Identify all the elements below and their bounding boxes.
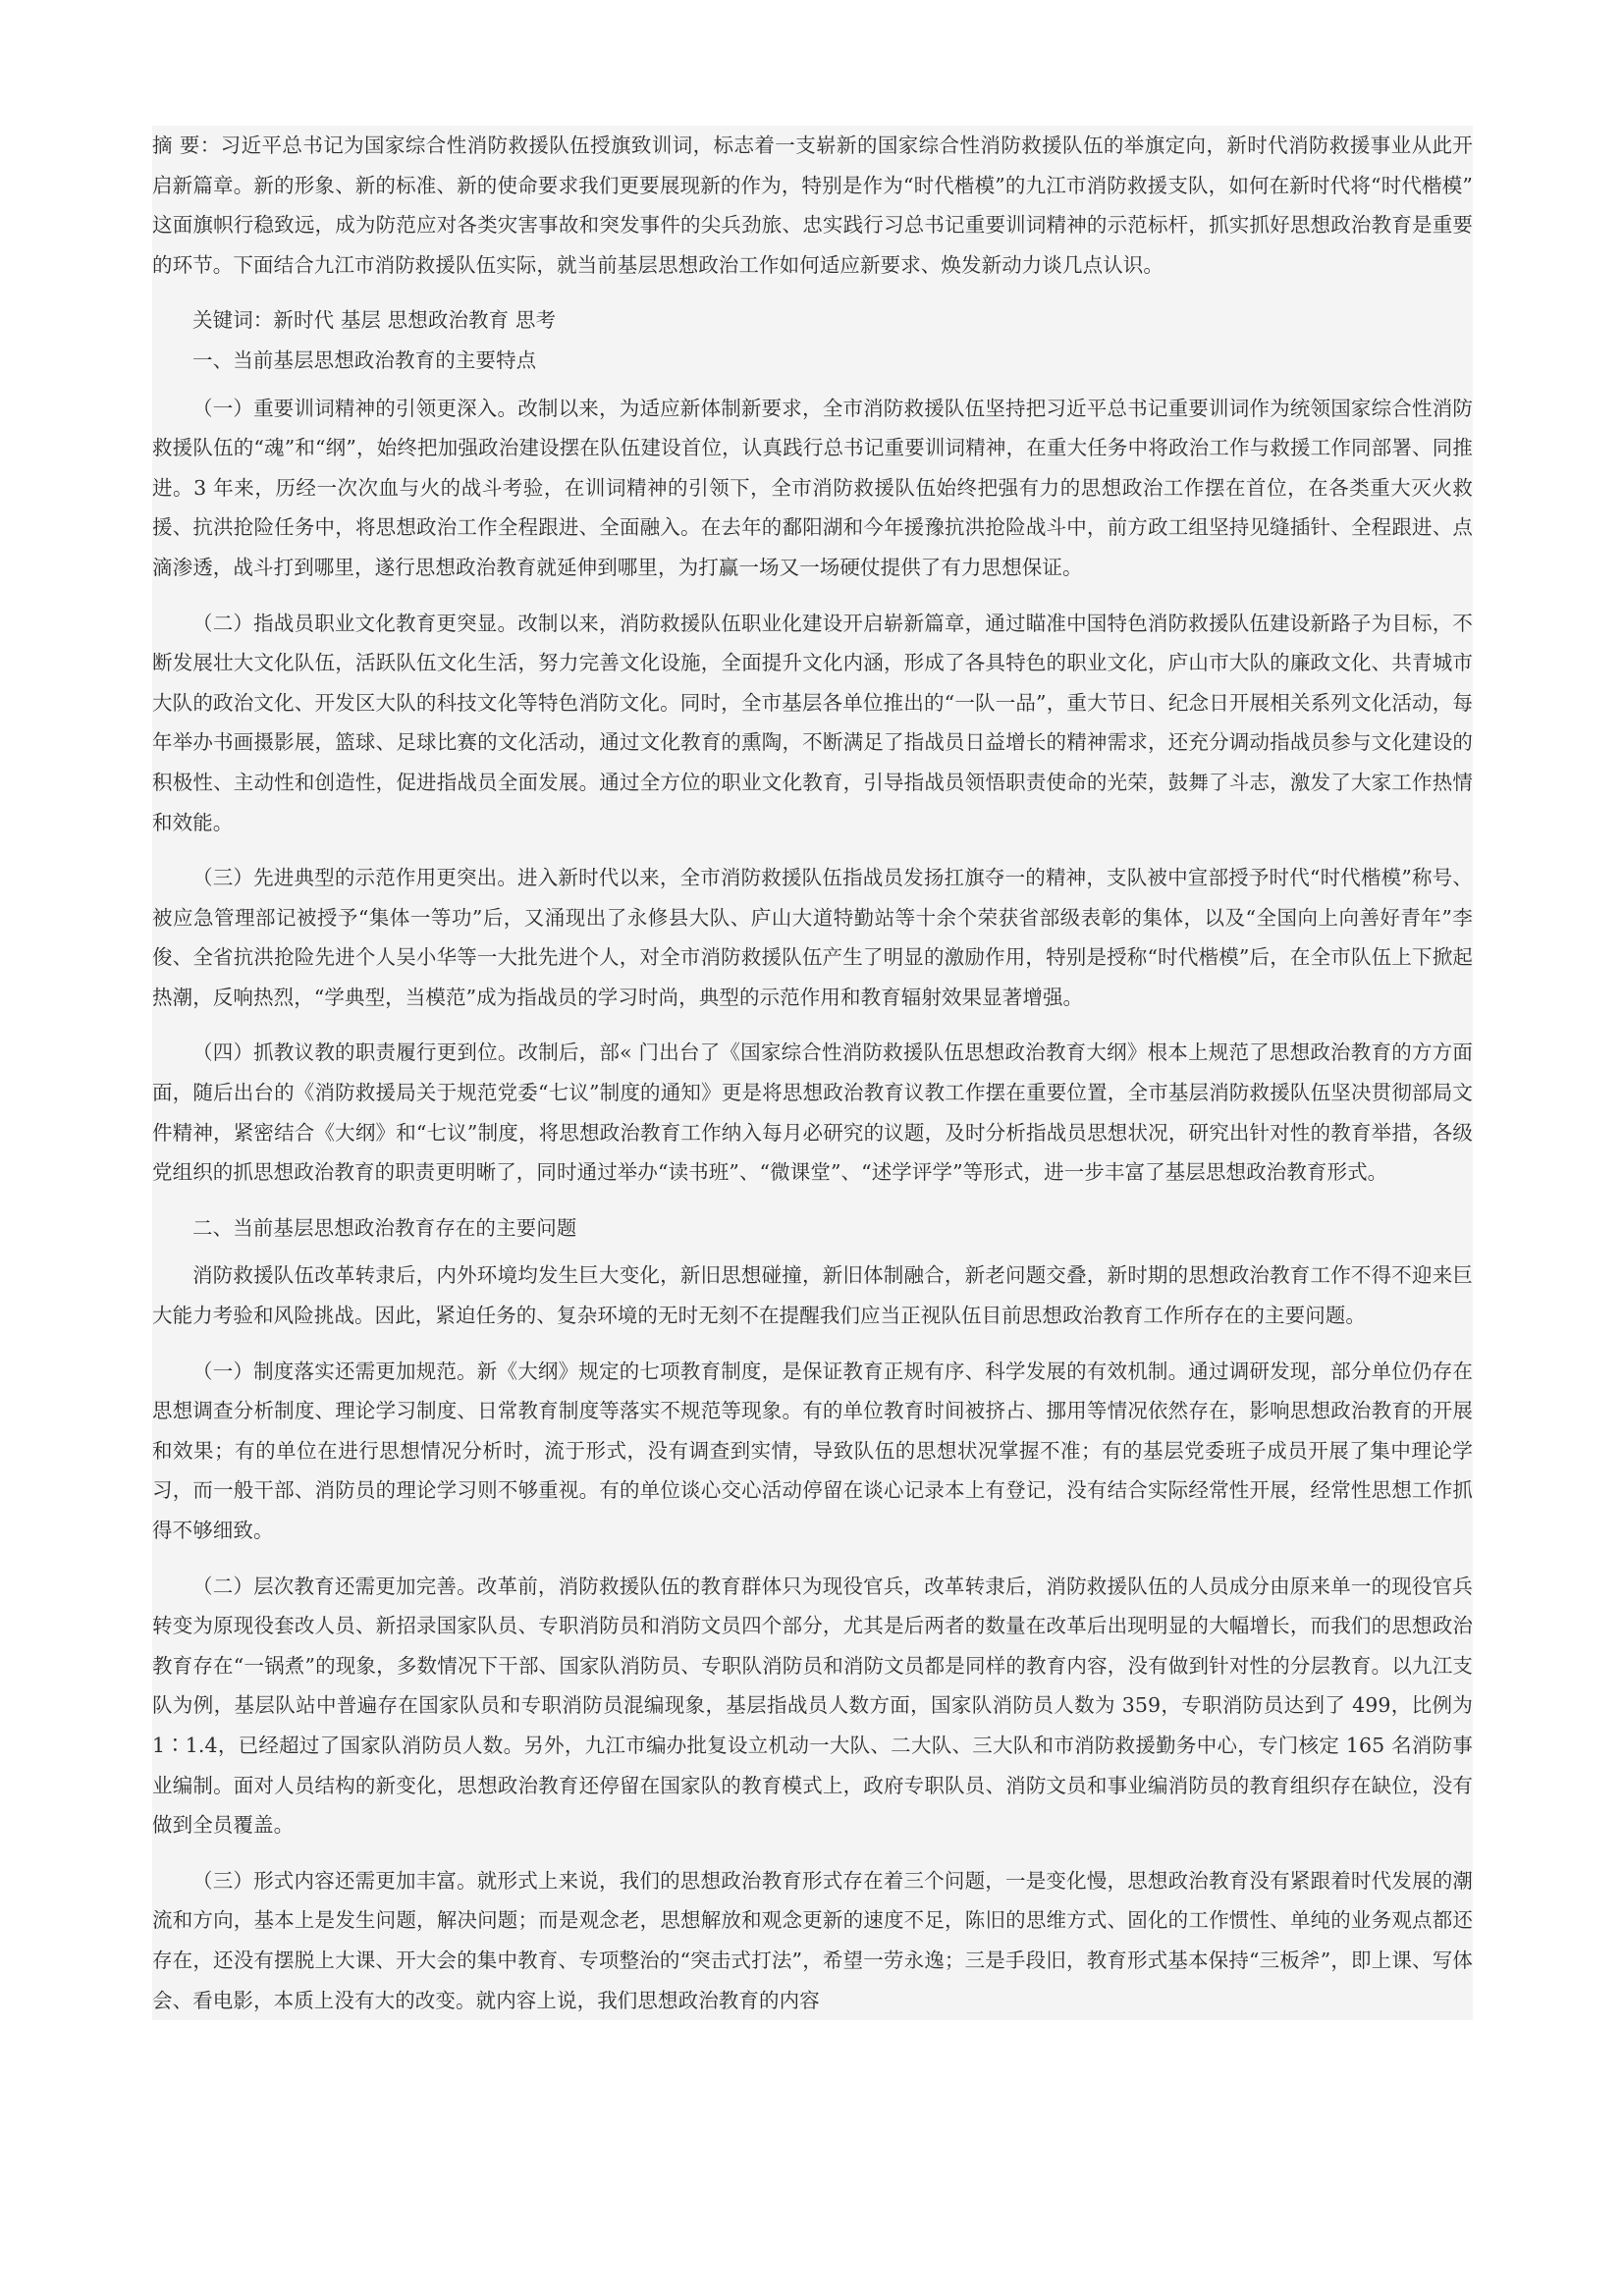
spacer [152,1248,1473,1255]
section-1-paragraph-2: （二）指战员职业文化教育更突显。改制以来，消防救援队伍职业化建设开启崭新篇章，通过瞄准中国特色消防救援队伍建设新路子为目标，不断发展壮大文化队伍，活跃队伍文化生活，努力完善文化设施，全面提升文化内涵，形成了各具特色的职业文化，庐山市大队的廉政文化、共青城市大队的政治文化、开发区大队的科技文化等特色消防文化。同时，全市基层各单位推出的“一队一品”，重大节日、纪念日开展相关系列文化活动，每年举办书画摄影展，篮球、足球比赛的文化活动，通过文化教育的熏陶，不断满足了指战员日益增长的精神需求，还充分调动指战员参与文化建设的积极性、主动性和创造性，促进指战员全面发展。通过全方位的职业文化教育，引导指战员领悟职责使命的光荣，鼓舞了斗志，激发了大家工作热情和效能。 [152,611,1473,834]
abstract-label: 摘 要： [152,133,221,157]
section-1-heading: 一、当前基层思想政治教育的主要特点 [192,347,537,372]
spacer [152,1336,1473,1352]
document-body [152,126,1473,2020]
spacer [152,1193,1473,1208]
section-1-paragraph-4: （四）抓教议教的职责履行更到位。改制后，部« 门出台了《国家综合性消防救援队伍思想政治教育大纲》根本上规范了思想政治教育的方方面面，随后出台的《消防救援局关于规范党委“七议”制度的通知》更是将思想政治教育议教工作摆在重要位置，全市基层消防救援队伍坚决贯彻部局文件精神，紧密结合《大纲》和“七议”制度，将思想政治教育工作纳入每月必研究的议题，及时分析指战员思想状况，研究出针对性的教育举措，各级党组织的抓思想政治教育的职责更明晰了，同时通过举办“读书班”、“微课堂”、“述学评学”等形式，进一步丰富了基层思想政治教育形式。 [152,1041,1473,1185]
section-2-heading: 二、当前基层思想政治教育存在的主要问题 [192,1215,577,1240]
spacer [152,381,1473,389]
keywords-label: 关键词： [192,308,274,333]
section-2-paragraph-2: （一）制度落实还需更加规范。新《大纲》规定的七项教育制度，是保证教育正规有序、科学发展的有效机制。通过调研发现，部分单位仍存在思想调查分析制度、理论学习制度、日常教育制度等落实不规范等现象。有的单位教育时间被挤占、挪用等情况依然存在，影响思想政治教育的开展和效果；有的单位在进行思想情况分析时，流于形式，没有调查到实情，导致队伍的思想状况掌握不准；有的基层党委班子成员开展了集中理论学习，而一般干部、消防员的理论学习则不够重视。有的单位谈心交心活动停留在谈心记录本上有登记，没有结合实际经常性开展，经常性思想工作抓得不够细致。 [152,1359,1473,1542]
abstract-paragraph [152,126,1473,285]
section-2-paragraph-3: （二）层次教育还需更加完善。改革前，消防救援队伍的教育群体只为现役官兵，改革转隶后，消防救援队伍的人员成分由原来单一的现役官兵转变为原现役套改人员、新招录国家队员、专职消防员和消防文员四个部分，尤其是后两者的数量在改革后出现明显的大幅增长，而我们的思想政治教育存在“一锅煮”的现象，多数情况下干部、国家队消防员、专职队消防员和消防文员都是同样的教育内容，没有做到针对性的分层教育。以九江支队为例，基层队站中普遍存在国家队员和专职消防员混编现象，基层指战员人数方面，国家队消防员人数为 359，专职消防员达到了 499，比例为 1∶1.4，已经超过了国家队消防员人数。另外，九江市编办批复设立机动一大队、二大队、三大队和市消防救援勤务中心，专门核定 165 名消防事业编制。面对人员结构的新变化，思想政治教育还停留在国家队的教育模式上，政府专职队员、消防文员和事业编消防员的教育组织存在缺位，没有做到全员覆盖。 [152,1574,1473,1838]
document-content-block [152,126,1473,2020]
keywords-line [152,300,1473,341]
spacer [152,285,1473,300]
spacer [152,842,1473,858]
section-1-paragraph-3: （三）先进典型的示范作用更突出。进入新时代以来，全市消防救援队伍指战员发扬扛旗夺一的精神，支队被中宣部授予时代“时代楷模”称号、被应急管理部记被授予“集体一等功”后，又涌现出了永修县大队、庐山大道特勤站等十余个荣获省部级表彰的集体，以及“全国向上向善好青年”李俊、全省抗洪抢险先进个人吴小华等一大批先进个人，对全市消防救援队伍产生了明显的激励作用，特别是授称“时代楷模”后，在全市队伍上下掀起热潮，反响热烈，“学典型，当模范”成为指战员的学习时尚，典型的示范作用和教育辐射效果显著增强。 [152,866,1473,1009]
section-1-paragraph-1: （一）重要训词精神的引领更深入。改制以来，为适应新体制新要求，全市消防救援队伍坚持把习近平总书记重要训词作为统领国家综合性消防救援队伍的“魂”和“纲”，始终把加强政治建设摆在队伍建设首位，认真践行总书记重要训词精神，在重大任务中将政治工作与救援工作同部署、同推进。3 年来，历经一次次血与火的战斗考验，在训词精神的引领下，全市消防救援队伍始终把强有力的思想政治工作摆在首位，在各类重大灭火救援、抗洪抢险任务中，将思想政治工作全程跟进、全面融入。在去年的鄱阳湖和今年援豫抗洪抢险战斗中，前方政工组坚持见缝插针、全程跟进、点滴渗透，战斗打到哪里，遂行思想政治教育就延伸到哪里，为打赢一场又一场硬仗提供了有力思想保证。 [152,396,1473,579]
section-2-paragraph-1: 消防救援队伍改革转隶后，内外环境均发生巨大变化，新旧思想碰撞，新旧体制融合，新老问题交叠，新时期的思想政治教育工作不得不迎来巨大能力考验和风险挑战。因此，紧迫任务的、复杂环境的无时无刻不在提醒我们应当正视队伍目前思想政治教育工作所存在的主要问题。 [152,1263,1473,1328]
spacer [152,1845,1473,1861]
spacer [152,1551,1473,1567]
keywords-text: 新时代 基层 思想政治教育 思考 [273,308,557,333]
section-2-paragraph-4: （三）形式内容还需更加丰富。就形式上来说，我们的思想政治教育形式存在着三个问题，一是变化慢，思想政治教育没有紧跟着时代发展的潮流和方向，基本上是发生问题，解决问题；而是观念老，思想解放和观念更新的速度不足，陈旧的思维方式、固化的工作惯性、单纯的业务观点都还存在，还没有摆脱上大课、开大会的集中教育、专项整治的“突击式打法”，希望一劳永逸；三是手段旧，教育形式基本保持“三板斧”，即上课、写体会、看电影，本质上没有大的改变。就内容上说，我们思想政治教育的内容 [152,1868,1473,2012]
abstract-text: 习近平总书记为国家综合性消防救援队伍授旗致训词，标志着一支崭新的国家综合性消防救援队伍的举旗定向，新时代消防救援事业从此开启新篇章。新的形象、新的标准、新的使命要求我们更要展现新的作为，特别是作为“时代楷模”的九江市消防救援支队，如何在新时代将“时代楷模”这面旗帜行稳致远，成为防范应对各类灾害事故和突发事件的尖兵劲旅、忠实践行习总书记重要训词精神的示范标杆，抓实抓好思想政治教育是重要的环节。下面结合九江市消防救援队伍实际，就当前基层思想政治工作如何适应新要求、焕发新动力谈几点认识。 [152,133,1473,277]
spacer [152,588,1473,604]
spacer [152,1017,1473,1033]
